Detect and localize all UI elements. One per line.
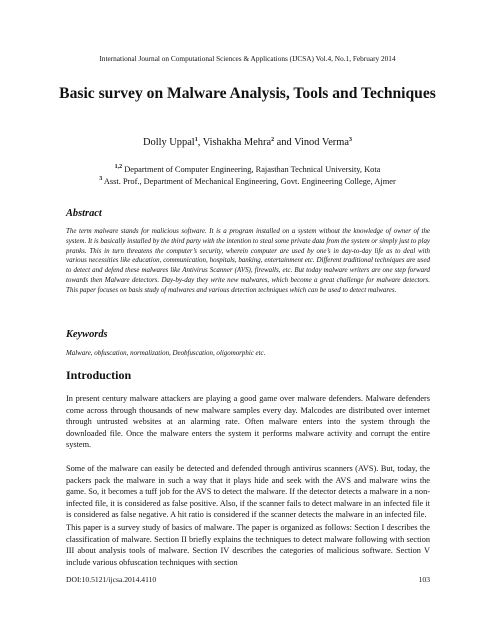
keywords-body: Malware, obfuscation, normalization, Deobfuscation, oligomorphic etc. xyxy=(66,349,266,357)
introduction-heading: Introduction xyxy=(66,368,132,382)
page-number: 103 xyxy=(418,575,430,584)
author-list xyxy=(0,136,495,149)
abstract-heading: Abstract xyxy=(66,208,102,219)
introduction-paragraph: This paper is a survey study of basics of malware. The paper is organized as follows: Section I describes the classification of malware. Section II briefly explains the techniques to detect malware following with section III about analysis tools of malware. Section IV describes the categories of malicious software. Section V include various obfuscation techniques with section xyxy=(66,523,430,567)
affiliation xyxy=(0,164,495,175)
doi-footer: DOI:10.5121/ijcsa.2014.4110 xyxy=(66,575,157,584)
author-name: Dolly Uppal xyxy=(143,137,195,148)
affiliation-superscript: 1,2 xyxy=(114,164,123,170)
author-name: Vishakha Mehra xyxy=(202,137,272,148)
affiliation xyxy=(0,176,495,187)
author-superscript: 3 xyxy=(348,137,352,143)
paper-title: Basic survey on Malware Analysis, Tools and Techniques xyxy=(59,85,436,102)
affiliation-superscript: 3 xyxy=(99,176,103,182)
author-superscript: 1 xyxy=(194,137,198,143)
author-superscript: 2 xyxy=(271,137,275,143)
author-separator: , xyxy=(197,137,203,148)
journal-header: International Journal on Computational Sciences & Applications (IJCSA) Vol.4, No.1, February 2014 xyxy=(99,54,396,63)
affiliation-text: Department of Computer Engineering, Rajasthan Technical University, Kota xyxy=(122,165,381,174)
keywords-heading: Keywords xyxy=(66,329,108,340)
author-separator: and xyxy=(274,137,295,148)
introduction-paragraph: In present century malware attackers are playing a good game over malware defenders. Malware defenders come across through thousands of new malware samples every day. Malcodes are distributed over internet through untrusted websites at an alarming rate. Often malware enters into the system through the downloaded file. Once the malware enters the system it performs malware activity and corrupt the entire system. xyxy=(66,394,430,450)
affiliation-text: Asst. Prof., Department of Mechanical Engineering, Govt. Engineering College, Ajmer xyxy=(102,177,396,186)
author-name: Vinod Verma xyxy=(294,137,349,148)
introduction-paragraph: Some of the malware can easily be detected and defended through antivirus scanners (AVS). But, today, the packers pack the malware in such a way that it plays hide and seek with the AVS and malware wins the game. So, it becomes a tuff job for the AVS to detect the malware. If the detector detects a malware in a non-infected file, it is considered as false positive. Also, if the scanner fails to detect malware in an infected file it is considered as false negative. A hit ratio is considered if the scanner detects the malware in an infected file. xyxy=(66,464,430,520)
abstract-body: The term malware stands for malicious software. It is a program installed on a system without the knowledge of owner of the system. It is basically installed by the third party with the intention to steal some private data from the system or simply just to play pranks. This in turn threatens the computer’s security, wherein computer are used by one’s in day-to-day life as to deal with various necessities like education, communication, hospitals, banking, entertainment etc. Different traditional techniques are used to detect and defend these malwares like Antivirus Scanner (AVS), firewalls, etc. But today malware writers are one step forward towards then Malware detectors. Day-by-day they write new malwares, which become a great challenge for malware detectors. This paper focuses on basis study of malwares and various detection techniques which can be used to detect malwares. xyxy=(66,227,430,294)
